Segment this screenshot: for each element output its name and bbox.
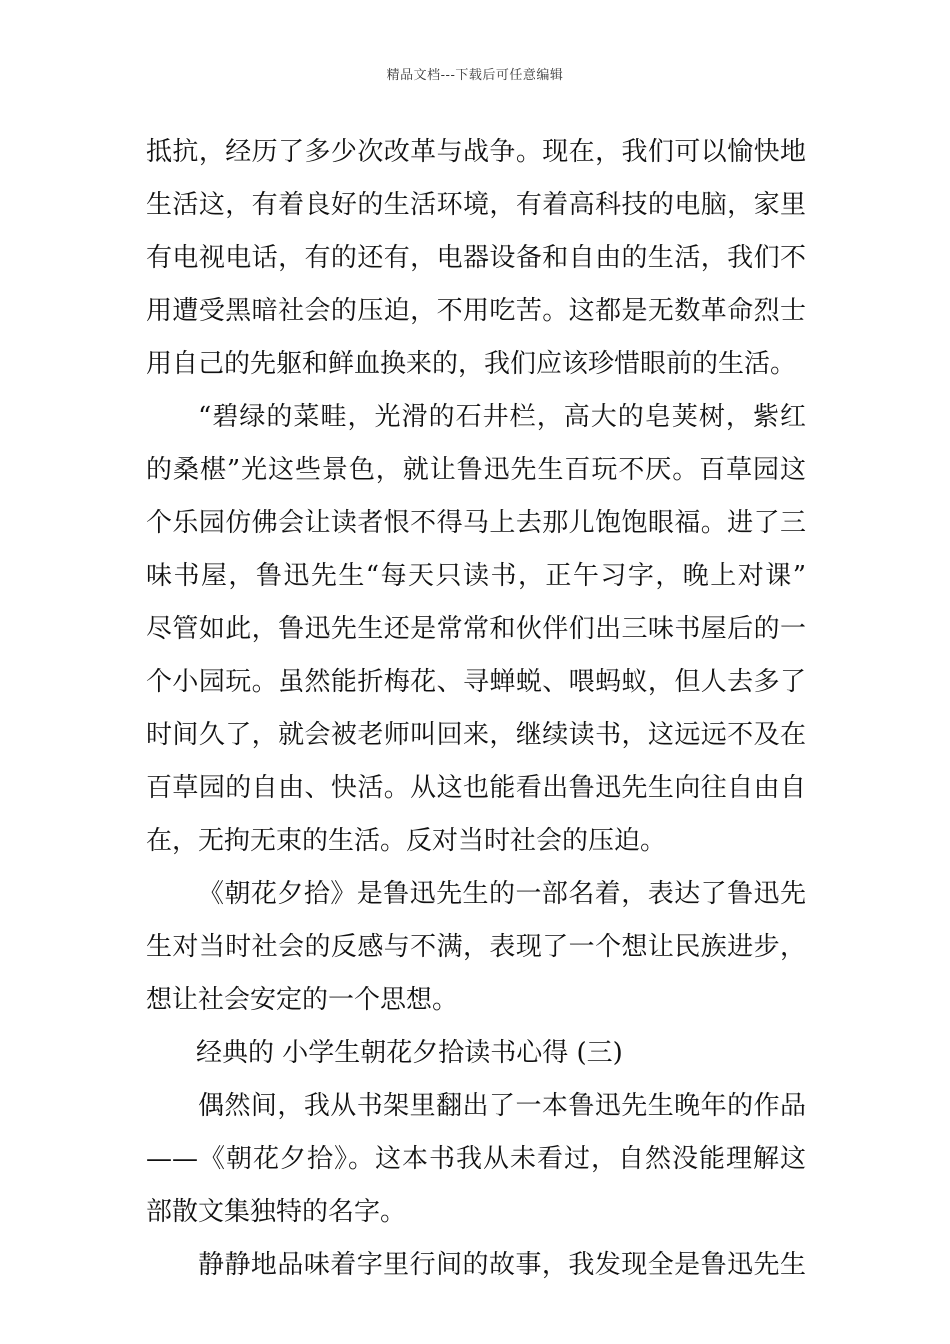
text-line: 味书屋，鲁迅先生“每天只读书，正午习字，晚上对课” xyxy=(146,561,806,591)
text-line: 个乐园仿佛会让读者恨不得马上去那儿饱饱眼福。进了三 xyxy=(146,508,806,538)
text-line: 生活这，有着良好的生活环境，有着高科技的电脑，家里 xyxy=(146,190,806,220)
page-header: 精品文档---下载后可任意编辑 xyxy=(386,68,564,83)
text-line: 个小园玩。虽然能折梅花、寻蝉蜕、喂蚂蚁，但人去多了 xyxy=(146,667,806,697)
text-line: 偶然间，我从书架里翻出了一本鲁迅先生晚年的作品 xyxy=(198,1091,806,1121)
section-heading: 经典的 小学生朝花夕拾读书心得 (三) xyxy=(196,1038,623,1068)
text-line: 的桑椹”光这些景色，就让鲁迅先生百玩不厌。百草园这 xyxy=(146,455,806,485)
text-line: 想让社会安定的一个思想。 xyxy=(146,985,459,1015)
text-line: 抵抗，经历了多少次改革与战争。现在，我们可以愉快地 xyxy=(146,137,806,167)
text-line: 静静地品味着字里行间的故事，我发现全是鲁迅先生 xyxy=(198,1250,806,1280)
text-line: 在，无拘无束的生活。反对当时社会的压迫。 xyxy=(146,826,667,856)
text-line: 百草园的自由、快活。从这也能看出鲁迅先生向往自由自 xyxy=(146,773,806,803)
text-line: 《朝花夕拾》是鲁迅先生的一部名着，表达了鲁迅先 xyxy=(198,879,806,909)
text-line: 有电视电话，有的还有，电器设备和自由的生活，我们不 xyxy=(146,243,806,273)
text-line: 用自己的先躯和鲜血换来的，我们应该珍惜眼前的生活。 xyxy=(146,349,797,379)
text-line: 部散文集独特的名字。 xyxy=(146,1197,407,1227)
text-line: 用遭受黑暗社会的压迫，不用吃苦。这都是无数革命烈士 xyxy=(146,296,806,326)
text-line: ——《朝花夕拾》。这本书我从未看过，自然没能理解这 xyxy=(146,1144,806,1174)
text-line: “碧绿的菜畦，光滑的石井栏，高大的皂荚树，紫红 xyxy=(198,402,806,432)
text-line: 生对当时社会的反感与不满，表现了一个想让民族进步， xyxy=(146,932,806,962)
text-line: 时间久了，就会被老师叫回来，继续读书，这远远不及在 xyxy=(146,720,806,750)
text-line: 尽管如此，鲁迅先生还是常常和伙伴们出三味书屋后的一 xyxy=(146,614,806,644)
document-body xyxy=(146,126,806,1292)
